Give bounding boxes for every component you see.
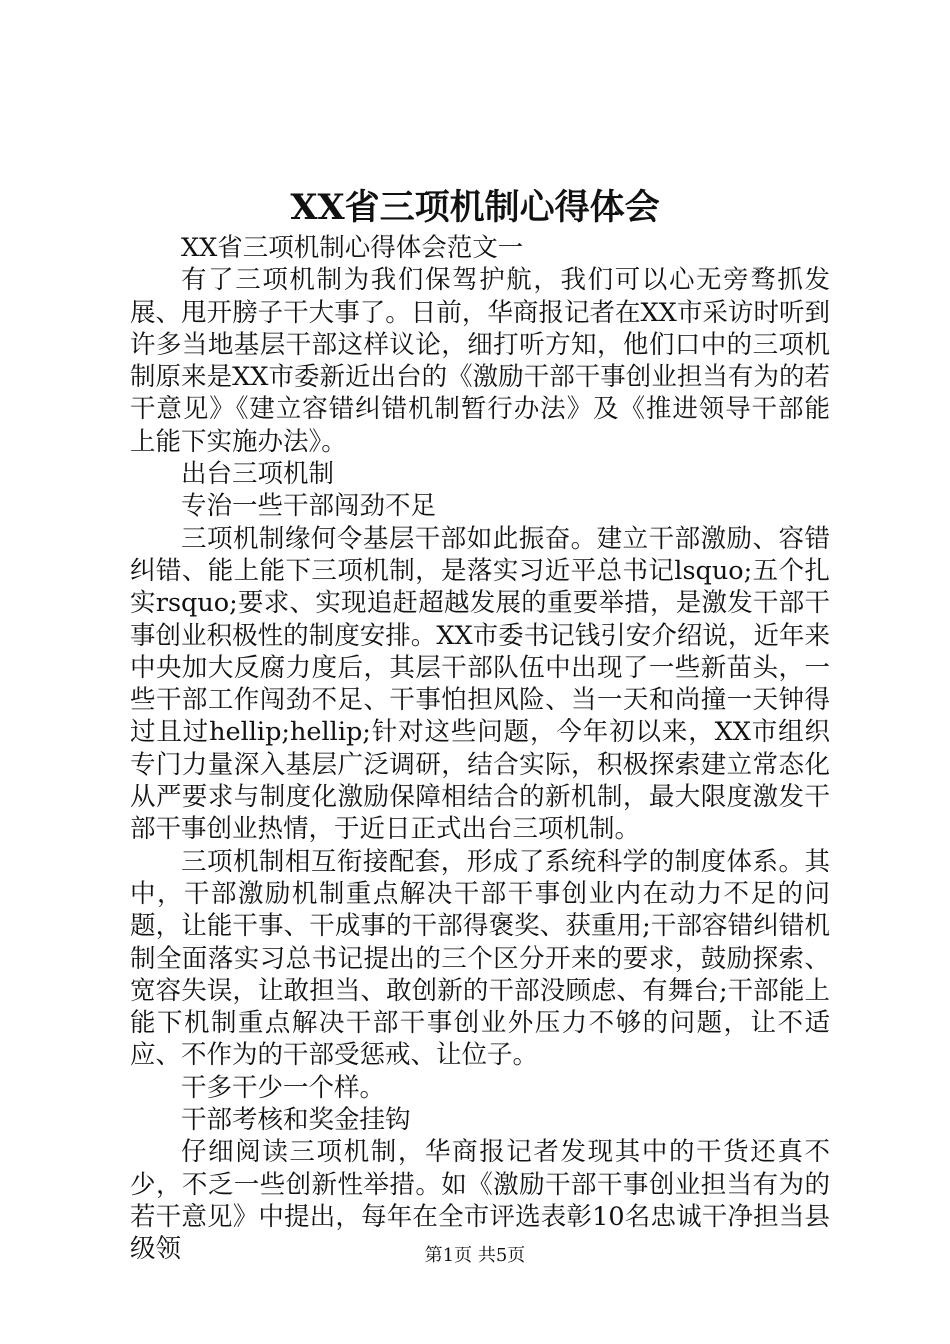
paragraph: 干部考核和奖金挂钩 <box>181 1105 411 1136</box>
paragraph: 三项机制相互衔接配套，形成了系统科学的制度体系。其中，干部激励机制重点解决干部干事创业内在动力不足的问题，让能干事、干成事的干部得褒奖、获重用;干部容错纠错机制全面落实习总书记提出的三个区分开来的要求，鼓励探索、宽容失误，让敢担当、敢创新的干部没顾虑、有舞台;干部能上能下机制重点解决干部干事创业外压力不够的问题，让不适应、不作为的干部受惩戒、让位子。 <box>130 846 830 1071</box>
paragraph: 出台三项机制 <box>181 459 335 490</box>
paragraph: 专治一些干部闯劲不足 <box>181 491 437 522</box>
page-footer: 第1页 共5页 <box>424 1245 526 1266</box>
paragraph: 三项机制缘何令基层干部如此振奋。建立干部激励、容错纠错、能上能下三项机制，是落实习近平总书记lsquo;五个扎实rsquo;要求、实现追赶超越发展的重要举措，是激发干部干事创业积极性的制度安排。XX市委书记钱引安介绍说，近年来中央加大反腐力度后，其层干部队伍中出现了一些新苗头，一些干部工作闯劲不足、干事怕担风险、当一天和尚撞一天钟得过且过hellip;hellip;针对这些问题，今年初以来，XX市组织专门力量深入基层广泛调研，结合实际，积极探索建立常态化从严要求与制度化激励保障相结合的新机制，最大限度激发干部干事创业热情，于近日正式出台三项机制。 <box>130 523 830 845</box>
paragraph: XX省三项机制心得体会范文一 <box>181 233 524 263</box>
paragraph: 干多干少一个样。 <box>181 1072 386 1103</box>
document-title: XX省三项机制心得体会 <box>290 187 660 228</box>
paragraph: 有了三项机制为我们保驾护航，我们可以心无旁骛抓发展、甩开膀子干大事了。日前，华商报记者在XX市采访时听到许多当地基层干部这样议论，细打听方知，他们口中的三项机制原来是XX市委新近出台的《激励干部干事创业担当有为的若干意见》《建立容错纠错机制暂行办法》及《推进领导干部能上能下实施办法》。 <box>130 265 830 457</box>
document-body <box>130 232 830 1266</box>
paragraph: 仔细阅读三项机制，华商报记者发现其中的干货还真不少，不乏一些创新性举措。如《激励干部干事创业担当有为的若干意见》中提出，每年在全市评选表彰10名忠诚干净担当县级领 <box>130 1137 830 1265</box>
